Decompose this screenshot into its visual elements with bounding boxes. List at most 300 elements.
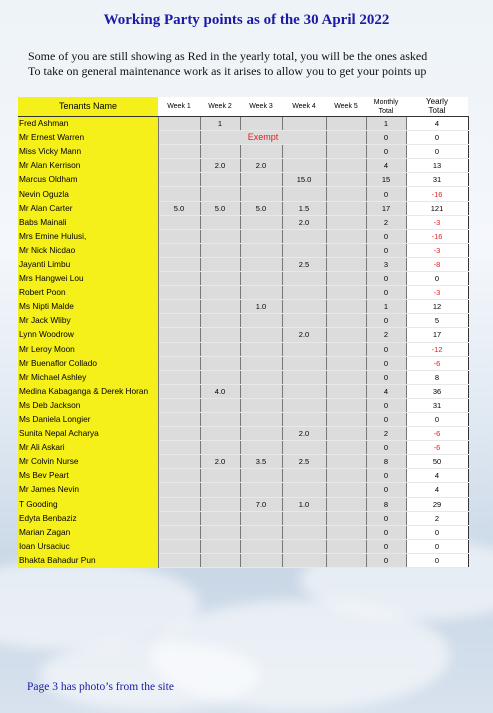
footer-note: Page 3 has photo’s from the site: [27, 681, 174, 693]
week-1-points: [158, 455, 200, 469]
week-3-points: [240, 356, 282, 370]
week-3-points: [240, 229, 282, 243]
week-1-points: [158, 272, 200, 286]
yearly-total: 121: [406, 201, 468, 215]
tenant-name: Ms Nipti Malde: [18, 300, 158, 314]
week-1-points: [158, 342, 200, 356]
yearly-total: -3: [406, 286, 468, 300]
week-5-points: [326, 145, 366, 159]
week-5-points: [326, 553, 366, 567]
yearly-total: 0: [406, 145, 468, 159]
week-1-points: [158, 159, 200, 173]
table-row: [18, 384, 468, 398]
table-row: [18, 257, 468, 271]
week-5-points: [326, 286, 366, 300]
table-row: [18, 173, 468, 187]
week-1-points: [158, 441, 200, 455]
week-4-points: 2.0: [282, 328, 326, 342]
tenant-name: Babs Mainali: [18, 215, 158, 229]
week-5-points: [326, 117, 366, 131]
yearly-total: 8: [406, 370, 468, 384]
monthly-total: 2: [366, 427, 406, 441]
monthly-total: 0: [366, 525, 406, 539]
yearly-total: 0: [406, 539, 468, 553]
tenant-name: T Gooding: [18, 497, 158, 511]
table-row: [18, 328, 468, 342]
tenant-name: Mr Leroy Moon: [18, 342, 158, 356]
week-5-points: [326, 342, 366, 356]
table-row: [18, 159, 468, 173]
yearly-total: -6: [406, 441, 468, 455]
table-header-row: [18, 97, 468, 117]
tenant-name: Miss Vicky Mann: [18, 145, 158, 159]
yearly-total: -6: [406, 356, 468, 370]
week-1-points: [158, 539, 200, 553]
week-5-points: [326, 356, 366, 370]
tenant-name: Mr Michael Ashley: [18, 370, 158, 384]
monthly-total: 0: [366, 187, 406, 201]
header-week-3: Week 3: [240, 97, 282, 117]
week-2-points: [200, 525, 240, 539]
week-2-points: [200, 243, 240, 257]
header-monthly-total: [366, 97, 406, 117]
week-5-points: [326, 370, 366, 384]
tenant-name: Ms Deb Jackson: [18, 398, 158, 412]
table-row: [18, 131, 468, 145]
monthly-total: 1: [366, 117, 406, 131]
week-2-points: [200, 328, 240, 342]
week-2-points: [200, 370, 240, 384]
week-4-points: [282, 145, 326, 159]
week-2-points: 1: [200, 117, 240, 131]
week-5-points: [326, 427, 366, 441]
tenant-name: Ioan Ursaciuc: [18, 539, 158, 553]
tenant-name: Fred Ashman: [18, 117, 158, 131]
week-4-points: 2.5: [282, 257, 326, 271]
monthly-total: 1: [366, 300, 406, 314]
week-1-points: [158, 412, 200, 426]
monthly-total: 0: [366, 483, 406, 497]
table-row: [18, 314, 468, 328]
table-row: [18, 412, 468, 426]
week-1-points: [158, 286, 200, 300]
week-2-points: [200, 300, 240, 314]
week-2-points: [200, 187, 240, 201]
exempt-label: Exempt: [200, 131, 326, 145]
monthly-total: 0: [366, 145, 406, 159]
table-row: [18, 215, 468, 229]
week-1-points: [158, 131, 200, 145]
week-5-points: [326, 469, 366, 483]
week-3-points: [240, 145, 282, 159]
table-row: [18, 356, 468, 370]
week-3-points: [240, 469, 282, 483]
yearly-total: 0: [406, 412, 468, 426]
week-4-points: 15.0: [282, 173, 326, 187]
week-3-points: [240, 173, 282, 187]
week-3-points: [240, 272, 282, 286]
monthly-total: 2: [366, 215, 406, 229]
week-5-points: [326, 272, 366, 286]
week-1-points: [158, 370, 200, 384]
week-1-points: [158, 328, 200, 342]
monthly-total: 8: [366, 455, 406, 469]
week-4-points: [282, 356, 326, 370]
week-3-points: 1.0: [240, 300, 282, 314]
week-5-points: [326, 314, 366, 328]
week-5-points: [326, 131, 366, 145]
tenant-name: Mr Buenaflor Collado: [18, 356, 158, 370]
page-title: Working Party points as of the 30 April 2022: [103, 12, 390, 28]
table-row: [18, 286, 468, 300]
week-5-points: [326, 511, 366, 525]
header-tenants-name: Tenants Name: [18, 97, 158, 117]
monthly-total: 0: [366, 441, 406, 455]
week-3-points: [240, 553, 282, 567]
table-row: [18, 427, 468, 441]
table-row: [18, 511, 468, 525]
week-5-points: [326, 483, 366, 497]
week-4-points: [282, 272, 326, 286]
week-1-points: [158, 511, 200, 525]
tenant-name: Ms Bev Peart: [18, 469, 158, 483]
monthly-total: 0: [366, 229, 406, 243]
week-4-points: 2.5: [282, 455, 326, 469]
table-row: [18, 469, 468, 483]
week-1-points: [158, 117, 200, 131]
table-row: [18, 145, 468, 159]
monthly-total: 0: [366, 243, 406, 257]
yearly-total: 31: [406, 173, 468, 187]
week-3-points: [240, 314, 282, 328]
week-4-points: [282, 314, 326, 328]
monthly-total: 0: [366, 286, 406, 300]
week-4-points: [282, 370, 326, 384]
tenant-name: Mr Ali Askari: [18, 441, 158, 455]
table-row: [18, 398, 468, 412]
week-4-points: [282, 412, 326, 426]
week-4-points: [282, 187, 326, 201]
table-row: [18, 539, 468, 553]
monthly-total: 3: [366, 257, 406, 271]
week-4-points: [282, 398, 326, 412]
yearly-total: 0: [406, 525, 468, 539]
week-5-points: [326, 215, 366, 229]
yearly-total: -3: [406, 215, 468, 229]
week-2-points: [200, 427, 240, 441]
tenant-name: Jayanti Limbu: [18, 257, 158, 271]
header-week-2: Week 2: [200, 97, 240, 117]
yearly-total: 17: [406, 328, 468, 342]
header-yearly-total-text: Yearly Total: [426, 97, 448, 115]
week-3-points: [240, 441, 282, 455]
week-4-points: [282, 300, 326, 314]
yearly-total: 0: [406, 131, 468, 145]
intro-line: Some of you are still showing as Red in the yearly total, you will be the ones asked: [28, 49, 428, 63]
week-3-points: [240, 257, 282, 271]
monthly-total: 0: [366, 370, 406, 384]
tenant-name: Mr Colvin Nurse: [18, 455, 158, 469]
week-5-points: [326, 441, 366, 455]
week-4-points: [282, 286, 326, 300]
tenant-name: Edyta Benbaziz: [18, 511, 158, 525]
week-1-points: [158, 229, 200, 243]
week-2-points: [200, 398, 240, 412]
week-2-points: [200, 441, 240, 455]
intro-line: To take on general maintenance work as it arises to allow you to get your points up: [28, 64, 427, 78]
yearly-total: 31: [406, 398, 468, 412]
week-3-points: [240, 539, 282, 553]
week-3-points: 7.0: [240, 497, 282, 511]
monthly-total: 0: [366, 356, 406, 370]
tenant-name: Medina Kabaganga & Derek Horan: [18, 384, 158, 398]
week-4-points: 1.0: [282, 497, 326, 511]
table-row: [18, 342, 468, 356]
week-2-points: [200, 497, 240, 511]
week-5-points: [326, 525, 366, 539]
week-2-points: [200, 173, 240, 187]
week-3-points: [240, 525, 282, 539]
week-2-points: [200, 412, 240, 426]
week-4-points: 1.5: [282, 201, 326, 215]
week-3-points: [240, 243, 282, 257]
monthly-total: 0: [366, 511, 406, 525]
header-week-1: Week 1: [158, 97, 200, 117]
week-4-points: [282, 117, 326, 131]
yearly-total: -3: [406, 243, 468, 257]
monthly-total: 0: [366, 131, 406, 145]
week-4-points: [282, 553, 326, 567]
yearly-total: 5: [406, 314, 468, 328]
week-2-points: [200, 286, 240, 300]
monthly-total: 0: [366, 539, 406, 553]
table-row: [18, 201, 468, 215]
monthly-total: 4: [366, 384, 406, 398]
week-3-points: [240, 328, 282, 342]
yearly-total: 4: [406, 469, 468, 483]
week-4-points: [282, 441, 326, 455]
week-4-points: [282, 511, 326, 525]
week-2-points: 2.0: [200, 159, 240, 173]
yearly-total: -6: [406, 427, 468, 441]
week-2-points: [200, 257, 240, 271]
tenant-name: Mr Alan Carter: [18, 201, 158, 215]
yearly-total: -16: [406, 229, 468, 243]
week-1-points: [158, 187, 200, 201]
table-row: [18, 483, 468, 497]
monthly-total: 0: [366, 342, 406, 356]
week-5-points: [326, 497, 366, 511]
week-3-points: 3.5: [240, 455, 282, 469]
week-1-points: [158, 553, 200, 567]
week-2-points: 5.0: [200, 201, 240, 215]
week-4-points: [282, 342, 326, 356]
week-3-points: [240, 398, 282, 412]
week-5-points: [326, 412, 366, 426]
week-1-points: [158, 469, 200, 483]
monthly-total: 0: [366, 553, 406, 567]
week-2-points: [200, 145, 240, 159]
table-row: [18, 441, 468, 455]
week-5-points: [326, 455, 366, 469]
yearly-total: 13: [406, 159, 468, 173]
tenant-name: Ms Daniela Longier: [18, 412, 158, 426]
monthly-total: 0: [366, 398, 406, 412]
table-row: [18, 300, 468, 314]
week-1-points: [158, 243, 200, 257]
monthly-total: 17: [366, 201, 406, 215]
week-3-points: [240, 384, 282, 398]
week-1-points: [158, 356, 200, 370]
yearly-total: 4: [406, 117, 468, 131]
week-5-points: [326, 201, 366, 215]
week-2-points: [200, 342, 240, 356]
tenant-name: Sunita Nepal Acharya: [18, 427, 158, 441]
monthly-total: 0: [366, 272, 406, 286]
background-cloud: [40, 640, 260, 710]
intro-text: [28, 49, 488, 79]
week-5-points: [326, 300, 366, 314]
week-5-points: [326, 257, 366, 271]
header-week-4: Week 4: [282, 97, 326, 117]
header-monthly-total-text: Monthly Total: [373, 98, 399, 115]
week-1-points: [158, 398, 200, 412]
monthly-total: 2: [366, 328, 406, 342]
week-5-points: [326, 243, 366, 257]
week-1-points: [158, 483, 200, 497]
week-5-points: [326, 384, 366, 398]
week-1-points: [158, 384, 200, 398]
monthly-total: 8: [366, 497, 406, 511]
week-3-points: [240, 427, 282, 441]
yearly-total: 36: [406, 384, 468, 398]
week-4-points: [282, 229, 326, 243]
week-5-points: [326, 229, 366, 243]
yearly-total: 29: [406, 497, 468, 511]
monthly-total: 0: [366, 314, 406, 328]
week-5-points: [326, 187, 366, 201]
week-2-points: [200, 483, 240, 497]
monthly-total: 0: [366, 412, 406, 426]
tenant-name: Robert Poon: [18, 286, 158, 300]
table-row: [18, 553, 468, 567]
week-2-points: 2.0: [200, 455, 240, 469]
week-4-points: [282, 384, 326, 398]
header-yearly-total: [406, 97, 468, 117]
week-3-points: [240, 412, 282, 426]
week-3-points: 5.0: [240, 201, 282, 215]
table-row: [18, 243, 468, 257]
week-2-points: [200, 553, 240, 567]
week-2-points: [200, 469, 240, 483]
week-2-points: [200, 215, 240, 229]
yearly-total: 0: [406, 272, 468, 286]
table-row: [18, 525, 468, 539]
week-4-points: [282, 539, 326, 553]
week-1-points: 5.0: [158, 201, 200, 215]
monthly-total: 15: [366, 173, 406, 187]
tenant-name: Mrs Emine Hulusi,: [18, 229, 158, 243]
header-week-5: Week 5: [326, 97, 366, 117]
tenant-name: Mr Nick Nicdao: [18, 243, 158, 257]
monthly-total: 4: [366, 159, 406, 173]
week-3-points: [240, 215, 282, 229]
tenant-name: Nevin Oguzla: [18, 187, 158, 201]
yearly-total: 50: [406, 455, 468, 469]
yearly-total: 0: [406, 553, 468, 567]
week-3-points: [240, 511, 282, 525]
week-2-points: [200, 314, 240, 328]
tenant-name: Lynn Woodrow: [18, 328, 158, 342]
week-5-points: [326, 398, 366, 412]
table-row: [18, 455, 468, 469]
week-4-points: 2.0: [282, 427, 326, 441]
week-1-points: [158, 427, 200, 441]
tenant-name: Mr Ernest Warren: [18, 131, 158, 145]
week-3-points: [240, 342, 282, 356]
week-1-points: [158, 300, 200, 314]
week-3-points: 2.0: [240, 159, 282, 173]
tenant-name: Mrs Hangwei Lou: [18, 272, 158, 286]
week-5-points: [326, 159, 366, 173]
week-1-points: [158, 497, 200, 511]
yearly-total: -12: [406, 342, 468, 356]
week-2-points: [200, 229, 240, 243]
week-4-points: [282, 469, 326, 483]
week-2-points: [200, 272, 240, 286]
tenant-name: Marian Zagan: [18, 525, 158, 539]
monthly-total: 0: [366, 469, 406, 483]
week-2-points: [200, 539, 240, 553]
week-4-points: [282, 159, 326, 173]
yearly-total: 12: [406, 300, 468, 314]
week-4-points: 2.0: [282, 215, 326, 229]
tenant-name: Marcus Oldham: [18, 173, 158, 187]
week-1-points: [158, 145, 200, 159]
table-row: [18, 229, 468, 243]
week-3-points: [240, 286, 282, 300]
table-row: [18, 187, 468, 201]
week-1-points: [158, 173, 200, 187]
week-4-points: [282, 525, 326, 539]
table-row: [18, 272, 468, 286]
week-5-points: [326, 539, 366, 553]
week-1-points: [158, 525, 200, 539]
week-2-points: [200, 511, 240, 525]
week-4-points: [282, 483, 326, 497]
table-row: [18, 497, 468, 511]
table-row: [18, 370, 468, 384]
week-2-points: 4.0: [200, 384, 240, 398]
week-1-points: [158, 257, 200, 271]
tenant-name: Mr James Nevin: [18, 483, 158, 497]
week-5-points: [326, 173, 366, 187]
week-3-points: [240, 187, 282, 201]
yearly-total: -8: [406, 257, 468, 271]
week-5-points: [326, 328, 366, 342]
week-1-points: [158, 314, 200, 328]
table-row: [18, 117, 468, 131]
tenant-name: Mr Jack Wliby: [18, 314, 158, 328]
yearly-total: 4: [406, 483, 468, 497]
week-1-points: [158, 215, 200, 229]
yearly-total: 2: [406, 511, 468, 525]
week-3-points: [240, 370, 282, 384]
week-3-points: [240, 117, 282, 131]
tenant-name: Bhakta Bahadur Pun: [18, 553, 158, 567]
yearly-total: -16: [406, 187, 468, 201]
week-2-points: [200, 356, 240, 370]
